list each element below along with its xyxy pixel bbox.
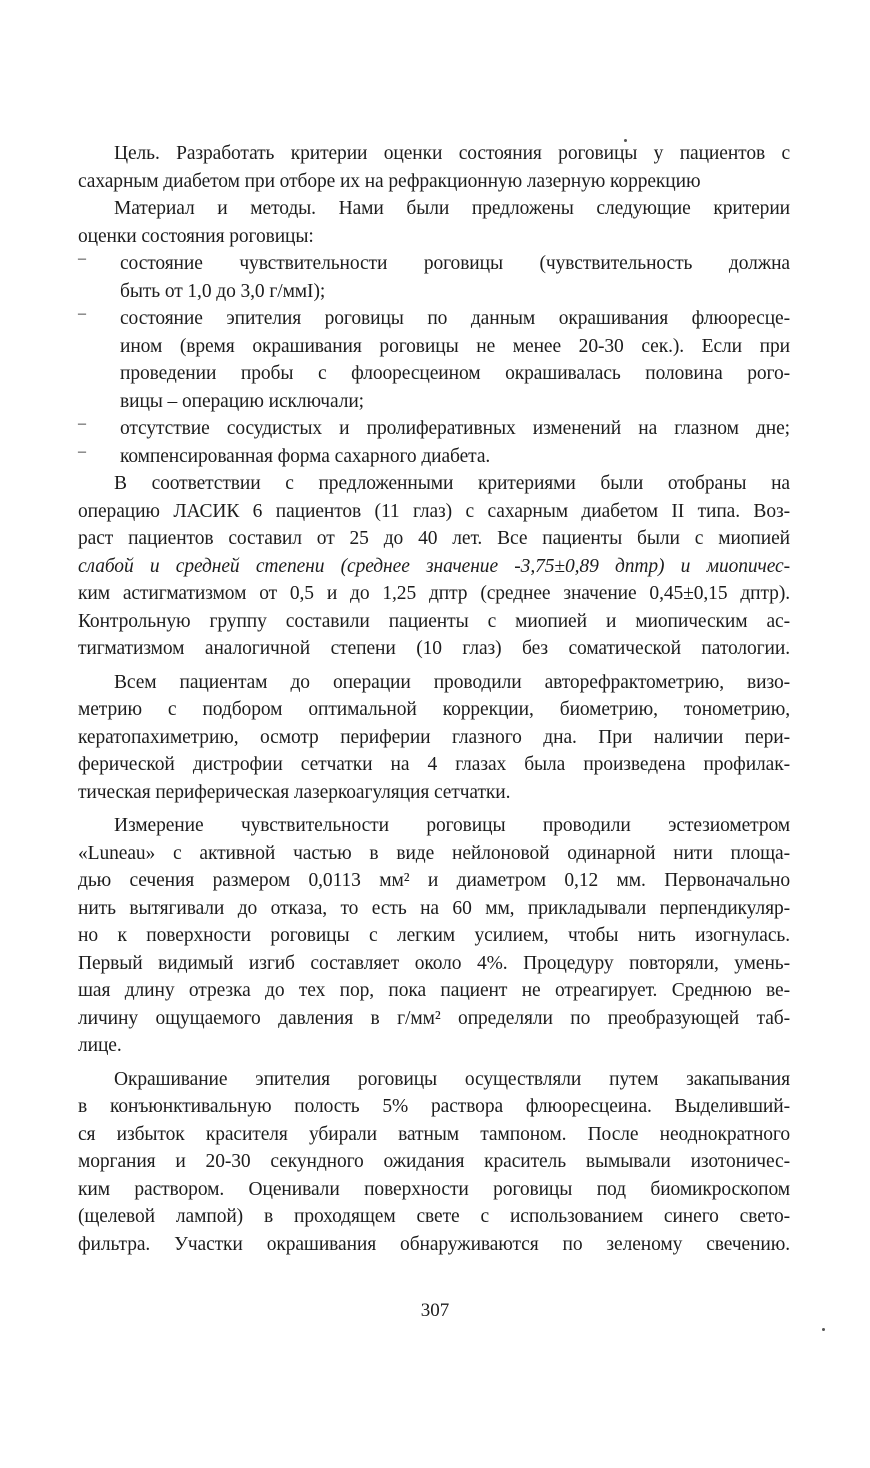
text-line: Цель. Разработать критерии оценки состояния роговицы у пациентов с xyxy=(114,143,790,164)
paragraph-examination xyxy=(78,669,790,807)
text-line: тическая периферическая лазеркоагуляция сетчатки. xyxy=(78,781,511,803)
paragraph-sensitivity xyxy=(78,812,790,1060)
text-line: операцию ЛАСИК 6 пациентов (11 глаз) с сахарным диабетом II типа. Воз- xyxy=(78,500,790,522)
text-line: ином (время окрашивания роговицы не менее 20-30 сек.). Если при xyxy=(120,335,790,357)
text-line: моргания и 20-30 секундного ожидания краситель вымывали изотоничес- xyxy=(78,1151,790,1172)
list-item xyxy=(78,305,790,415)
text-line: но к поверхности роговицы с легким усилием, чтобы нить изогнулась. xyxy=(78,925,790,946)
criteria-list xyxy=(78,250,790,470)
text-line: В соответствии с предложенными критериями были отобраны на xyxy=(114,473,790,494)
text-line: состояние эпителия роговицы по данным окрашивания флюоресце- xyxy=(120,308,790,329)
text-line: нить вытягивали до отказа, то есть на 60 мм, прикладывали перпендикуляр- xyxy=(78,897,790,919)
text-line: кератопахиметрию, осмотр периферии глазного дна. При наличии пери- xyxy=(78,726,790,748)
text-line: ким астигматизмом от 0,5 и до 1,25 дптр (среднее значение 0,45±0,15 дптр). xyxy=(78,583,790,604)
text-line: слабой и средней степени (среднее значение -3,75±0,89 дптр) и миопичес- xyxy=(78,555,790,577)
list-item xyxy=(78,443,790,471)
goal-paragraph xyxy=(78,140,790,195)
list-dash: – xyxy=(78,415,86,432)
text-line: проведении пробы с флоoресцеином окрашивалась половина рого- xyxy=(120,363,790,384)
list-dash: – xyxy=(78,305,86,322)
text-line: в конъюнктивальную полость 5% раствора флюоресцеина. Выделивший- xyxy=(78,1096,790,1117)
text-line: Материал и методы. Нами были предложены следующие критерии xyxy=(114,198,790,219)
list-dash: – xyxy=(78,442,86,460)
text-line: вицы – операцию исключали; xyxy=(120,390,364,412)
text-line: сахарным диабетом при отборе их на рефракционную лазерную коррекцию xyxy=(78,170,701,192)
text-line: Контрольную группу составили пациенты с миопией и миопическим ас- xyxy=(78,610,790,632)
text-line: «Luneau» с активной частью в виде нейлоновой одинарной нити площа- xyxy=(78,842,790,864)
text-line: дью сечения размером 0,0113 мм² и диаметром 0,12 мм. Первоначально xyxy=(78,870,790,891)
text-line: метрию с подбором оптимальной коррекции, биометрию, тонометрию, xyxy=(78,699,790,720)
text-line: отсутствие сосудистых и пролиферативных изменений на глазном дне; xyxy=(120,418,790,439)
document-page xyxy=(78,140,790,1258)
text-line: личину ощущаемого давления в г/мм² определяли по преобразующей таб- xyxy=(78,1007,790,1029)
text-line: Всем пациентам до операции проводили авторефрактометрию, визо- xyxy=(114,671,790,693)
text-line: тигматизмом аналогичной степени (10 глаз) без соматической патологии. xyxy=(78,638,790,659)
page-number: 307 xyxy=(420,1300,450,1321)
text-line: Измерение чувствительности роговицы проводили эстезиометром xyxy=(114,815,790,836)
list-dash: – xyxy=(78,250,86,267)
paragraph-selection xyxy=(78,470,790,663)
list-item xyxy=(78,415,790,443)
text-line: шая длину отрезка до тех пор, пока пациент не отреагирует. Среднюю ве- xyxy=(78,980,790,1001)
text-line: раст пациентов составил от 25 до 40 лет. Все пациенты были с миопией xyxy=(78,528,790,549)
text-line: ся избыток красителя убирали ватным тампоном. После неоднократного xyxy=(78,1123,790,1145)
paragraph-staining xyxy=(78,1066,790,1259)
text-line: фильтра. Участки окрашивания обнаруживаются по зеленому свечению. xyxy=(78,1233,790,1255)
list-item xyxy=(78,250,790,305)
scan-speck xyxy=(822,1328,825,1331)
methods-paragraph xyxy=(78,195,790,250)
text-line: (щелевой лампой) в проходящем свете с использованием синего свето- xyxy=(78,1206,790,1227)
text-line: Первый видимый изгиб составляет около 4%. Процедуру повторяли, умень- xyxy=(78,952,790,974)
text-line: состояние чувствительности роговицы (чувствительность должна xyxy=(120,253,790,274)
text-line: Окрашивание эпителия роговицы осуществляли путем закапывания xyxy=(114,1068,790,1090)
text-line: ким раствором. Оценивали поверхности роговицы под биомикроскопом xyxy=(78,1178,790,1200)
text-line: быть от 1,0 до 3,0 г/ммI); xyxy=(120,280,326,302)
text-line: оценки состояния роговицы: xyxy=(78,225,314,247)
text-line: компенсированная форма сахарного диабета. xyxy=(120,445,491,467)
text-line: лице. xyxy=(78,1035,122,1056)
text-line: ферической дистрофии сетчатки на 4 глазах была произведена профилак- xyxy=(78,754,790,775)
